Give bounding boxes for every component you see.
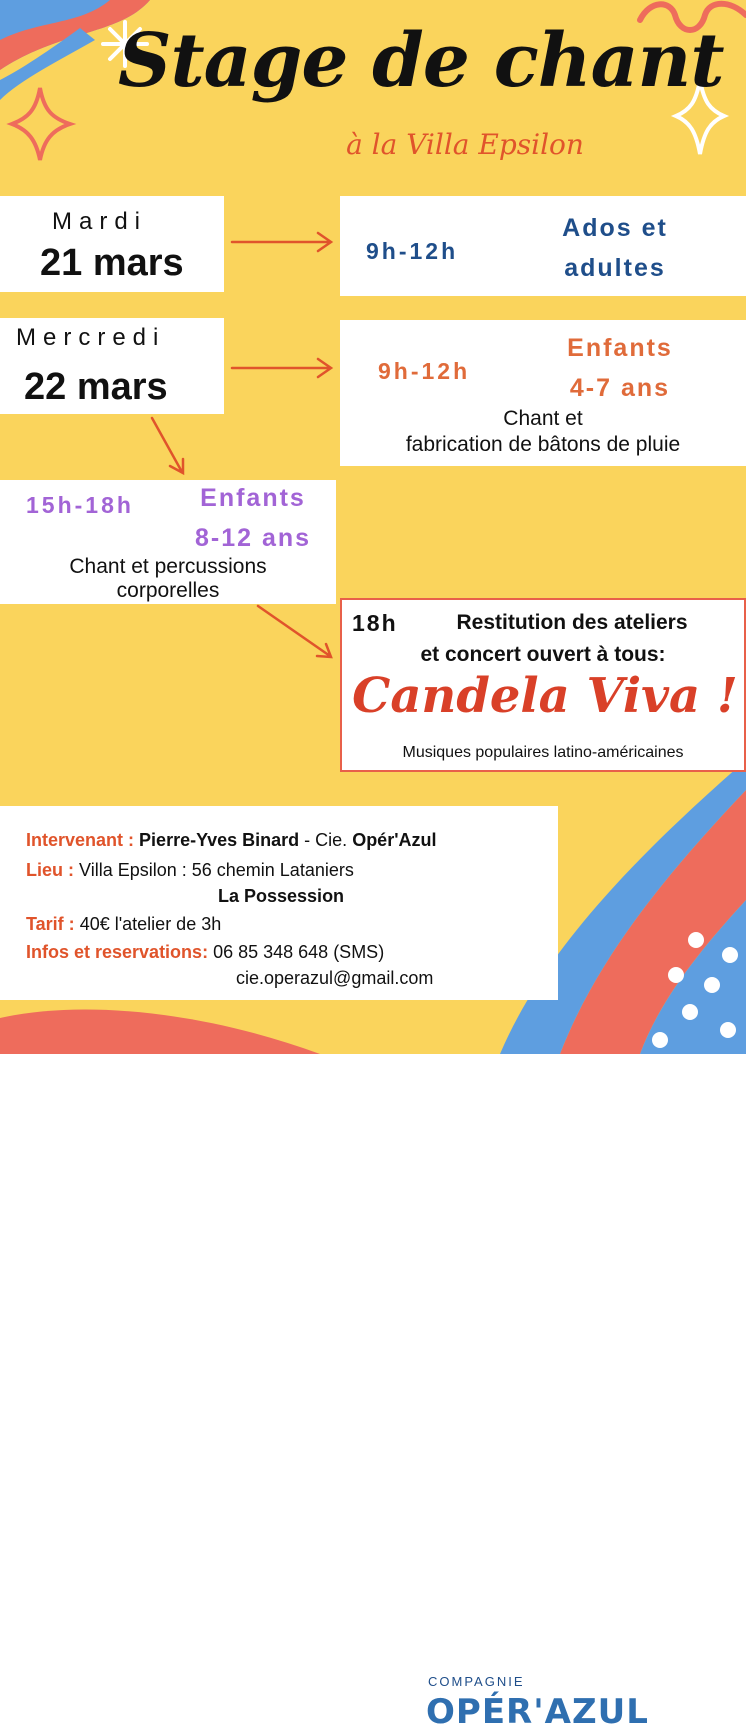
mardi-date-box: [0, 196, 224, 292]
mercredi-matin-audience-1: Enfants: [567, 334, 673, 362]
intervenant-company: Opér'Azul: [352, 830, 437, 850]
mardi-audience-2: adultes: [564, 254, 666, 282]
intervenant-name: Pierre-Yves Binard: [139, 830, 300, 850]
company-logo: OPÉR'AZUL: [426, 1692, 649, 1732]
intervenant-line: [26, 830, 436, 851]
mardi-time: 9h-12h: [366, 238, 459, 264]
finale-line-1: Restitution des ateliers: [456, 611, 688, 634]
info-box: [0, 806, 649, 1732]
arrow-icon: [232, 233, 331, 251]
lieu-city: La Possession: [218, 886, 345, 906]
tarif-line: [26, 914, 221, 935]
lieu-value: Villa Epsilon : 56 chemin Lataniers: [79, 860, 354, 880]
phone-number[interactable]: 06 85 348 648 (SMS): [213, 942, 385, 962]
mercredi-matin-desc-2: fabrication de bâtons de pluie: [405, 433, 681, 456]
poster-subtitle: à la Villa Epsilon: [346, 128, 584, 161]
mercredi-matin-time: 9h-12h: [378, 358, 471, 384]
mercredi-aprem-box: [0, 480, 336, 604]
mardi-date: 21 mars: [40, 242, 184, 284]
intervenant-sep: - Cie.: [304, 830, 348, 850]
mercredi-matin-box: [340, 320, 746, 466]
arrow-icon: [232, 359, 331, 377]
mercredi-date: 22 mars: [24, 366, 168, 408]
finale-genre: Musiques populaires latino-américaines: [402, 744, 684, 761]
lieu-label: Lieu :: [26, 860, 74, 880]
infos-label: Infos et reservations:: [26, 942, 209, 962]
bottom-left-red-stripe: [0, 1010, 320, 1054]
finale-time: 18h: [352, 610, 398, 636]
infos-line: [26, 942, 384, 963]
logo-company-label: COMPAGNIE: [428, 1674, 525, 1689]
poster-title: Stage de chant: [118, 18, 724, 104]
mercredi-aprem-time: 15h-18h: [26, 492, 134, 518]
mercredi-aprem-desc-1: Chant et percussions: [69, 555, 267, 578]
email-address[interactable]: cie.operazul@gmail.com: [236, 968, 434, 988]
mardi-audience-1: Ados et: [562, 214, 668, 242]
red-star-icon: [12, 88, 70, 160]
mercredi-aprem-desc-2: corporelles: [116, 579, 220, 602]
band-name: Candela Viva !: [352, 668, 738, 724]
mercredi-date-box: [0, 318, 224, 414]
mercredi-day: Mercredi: [16, 324, 166, 351]
arrow-icon: [152, 418, 183, 473]
arrow-icon: [258, 606, 331, 657]
mercredi-aprem-audience-2: 8-12 ans: [194, 524, 312, 552]
mardi-day: Mardi: [52, 208, 148, 235]
mardi-session-box: [340, 196, 746, 296]
mercredi-aprem-audience-1: Enfants: [200, 484, 306, 512]
tarif-value: 40€ l'atelier de 3h: [79, 914, 222, 934]
intervenant-label: Intervenant :: [26, 830, 135, 850]
mercredi-matin-desc-1: Chant et: [503, 407, 583, 430]
lieu-line: [26, 860, 354, 881]
mercredi-matin-audience-2: 4-7 ans: [569, 374, 671, 402]
tarif-label: Tarif :: [26, 914, 75, 934]
finale-line-2: et concert ouvert à tous:: [420, 643, 666, 666]
